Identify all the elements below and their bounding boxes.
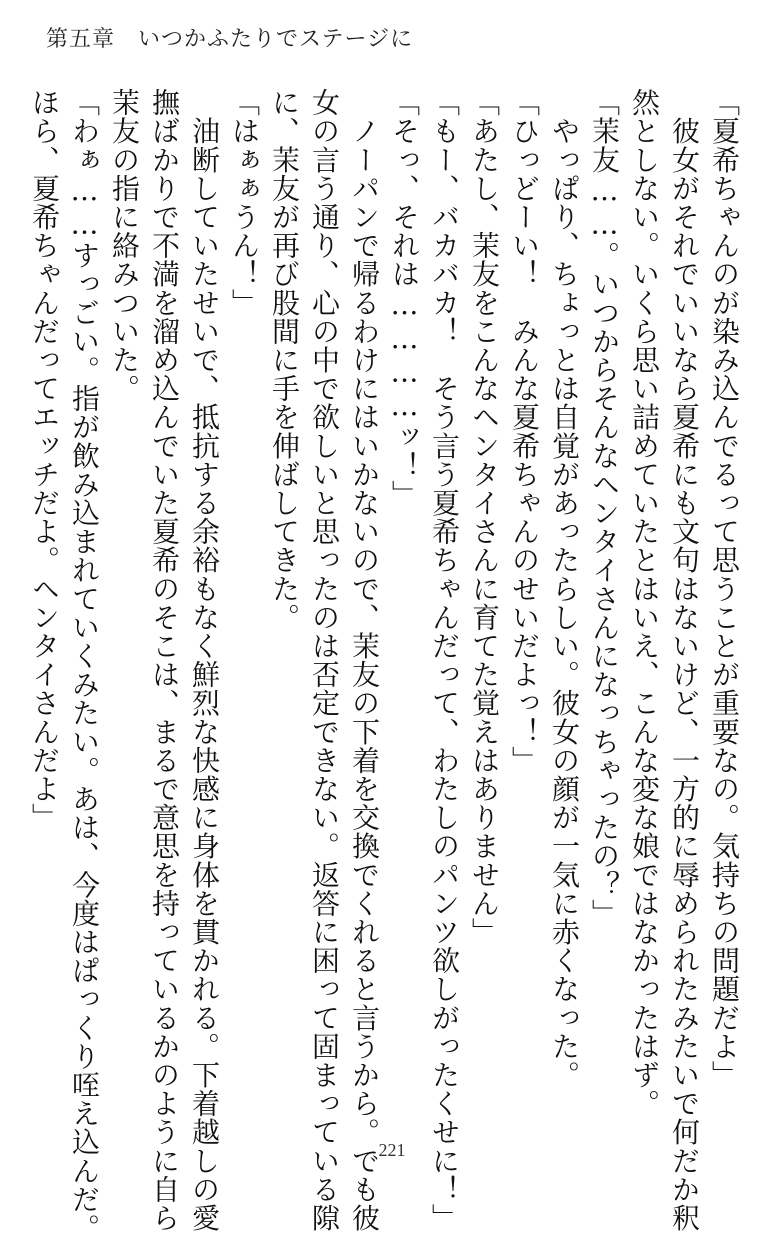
text-line: 彼女がそれでいいなら夏希にも文句はないけど、一方的に辱められたみたいで何だか釈 [668, 88, 701, 1232]
text-line: 茉友の指に絡みついた。 [108, 88, 141, 403]
text-line: 油断していたせいで、抵抗する余裕もなく鮮烈な快感に身体を貫かれる。下着越しの愛 [188, 88, 221, 1232]
text-line: ほら、夏希ちゃんだってエッチだよ。ヘンタイさんだよ」 [28, 88, 61, 832]
text-line: 「はぁぁうん！」 [228, 88, 261, 317]
text-line: ノーパンで帰るわけにはいかないので、茉友の下着を交換でくれると言うから。でも彼 [348, 88, 381, 1232]
text-line: 「わぁ……すっごい。指が飲み込まれていくみたい。あは、今度はぱっくり咥え込んだ。 [68, 88, 101, 1242]
text-line: に、茉友が再び股間に手を伸ばしてきた。 [268, 88, 301, 632]
text-line: 「そっ、それは…………ッ！」 [388, 88, 421, 509]
text-line: 「夏希ちゃんのが染み込んでるって思うことが重要なの。気持ちの問題だよ」 [708, 88, 741, 1089]
text-line: 「茉友……。いつからそんなヘンタイさんになっちゃったの？」 [588, 88, 621, 928]
running-head: 第五章 いつかふたりでステージに [46, 27, 414, 52]
text-line: 「ひっどーい！ みんな夏希ちゃんのせいだよっ！」 [508, 88, 541, 775]
page-number: 221 [378, 1140, 406, 1160]
text-line: 撫ばかりで不満を溜め込んでいた夏希のそこは、まるで意思を持っているかのように自ら [148, 88, 181, 1232]
text-line: 然としない。いくら思い詰めていたとはいえ、こんな変な娘ではなかったはず。 [628, 88, 661, 1118]
text-line: やっぱり、ちょっとは自覚があったらしい。彼女の顔が一気に赤くなった。 [548, 88, 581, 1089]
text-line: 「あたし、茉友をこんなヘンタイさんに育てた覚えはありません」 [468, 88, 501, 946]
text-line: 女の言う通り、心の中で欲しいと思ったのは否定できない。返答に困って固まっている隙 [308, 88, 341, 1232]
text-line: 「もー、バカバカ！ そう言う夏希ちゃんだって、わたしのパンツ欲しがったくせに！」 [428, 88, 461, 1232]
